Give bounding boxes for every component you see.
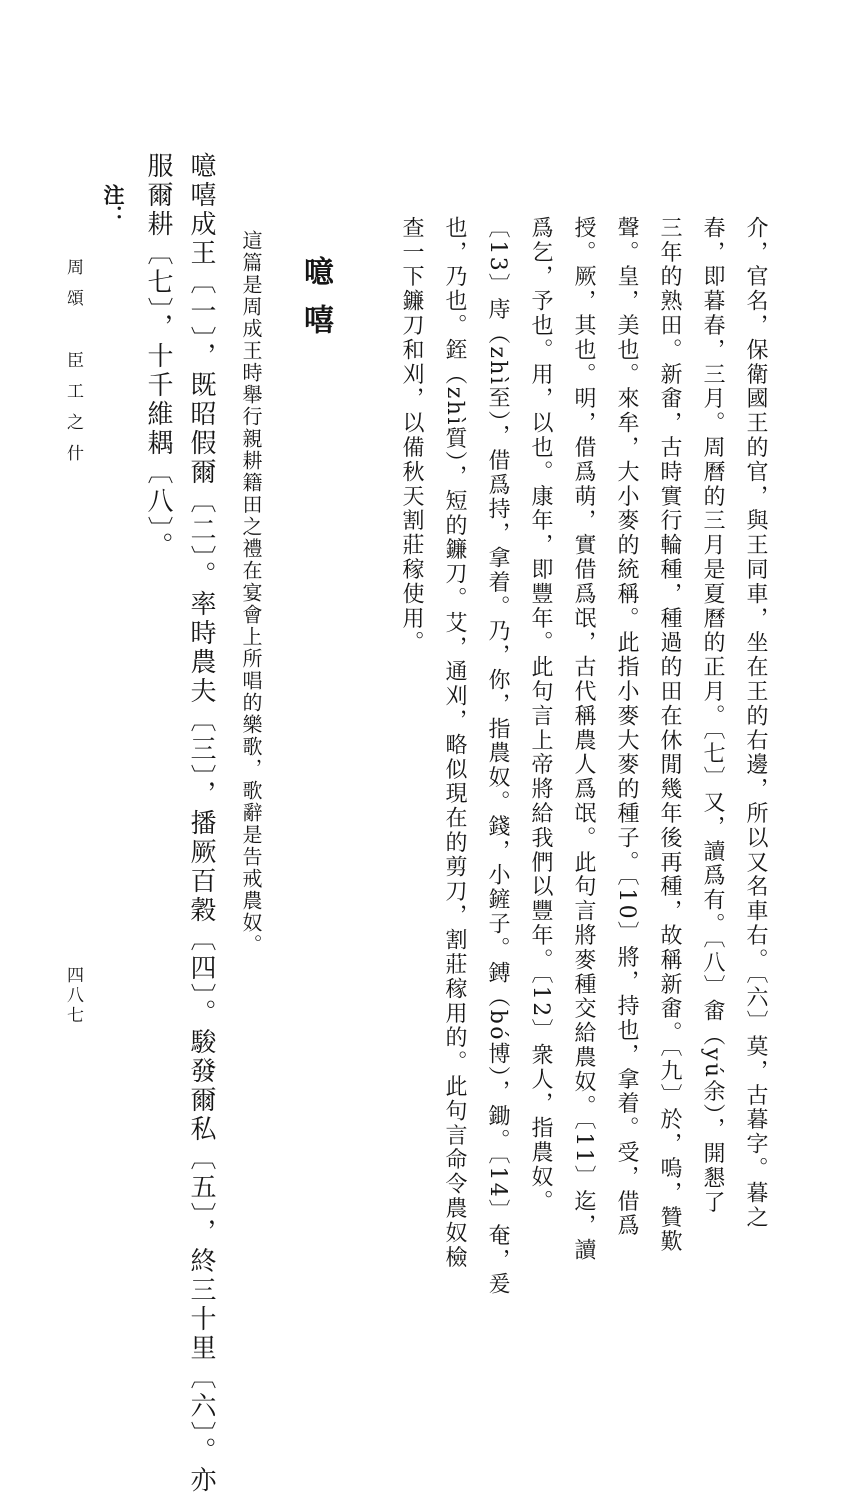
poem-introduction: 這篇是周成王時舉行親耕籍田之禮在宴會上所唱的樂歌，歌辭是告戒農奴。	[239, 230, 263, 956]
note-column: 介，官名，保衛國王的官，與王同車，坐在王的右邊，所以又名車右。〔六〕莫，古暮字。暮之	[743, 216, 768, 1230]
note-column: 〔13〕庤（zhì至），借爲持，拿着。乃，你，指農奴。錢，小鏟子。鎛（bó博），鋤。〔14〕奄，爰	[485, 216, 510, 1297]
poem-line: 服爾耕〔七〕，十千維耦〔八〕。	[143, 152, 173, 561]
note-column: 聲。皇，美也。來牟，大小麥的統稱。此指小麥大麥的種子。〔10〕將，持也，拿着。受，借爲	[614, 216, 639, 1239]
poem-line: 噫嘻成王〔一〕，既昭假爾〔二〕。率時農夫〔三〕，播厥百穀〔四〕。駿發爾私〔五〕，終三十里〔六〕。亦	[186, 152, 216, 1495]
page-number: 四八七	[63, 966, 83, 1026]
notes-label: 注：	[101, 184, 126, 226]
poem-title: 噫嘻	[298, 256, 333, 352]
note-column: 三年的熟田。新畬，古時實行輪種，種過的田在休閒幾年後再種，故稱新畬。〔九〕於，嗚，贊歎	[657, 216, 682, 1255]
note-column: 授。厥，其也。明，借爲萌，實借爲氓，古代稱農人爲氓。此句言將麥種交給農奴。〔11〕迄，讀	[571, 216, 596, 1263]
note-column: 也，乃也。銍（zhì質），短的鐮刀。艾，通刈，略似現在的剪刀，割莊稼用的。此句言命令農奴檢	[442, 216, 467, 1270]
note-column: 春，即暮春，三月。周曆的三月是夏曆的正月。〔七〕又，讀爲有。〔八〕畬（yú余），開懇了	[700, 216, 725, 1215]
running-header: 周頌 臣工之什	[63, 258, 83, 475]
note-column: 爲乞，予也。用，以也。康年，即豐年。此句言上帝將給我們以豐年。〔12〕衆人，指農奴。	[528, 216, 553, 1214]
note-column: 查一下鐮刀和刈，以備秋天割莊稼使用。	[399, 216, 424, 656]
